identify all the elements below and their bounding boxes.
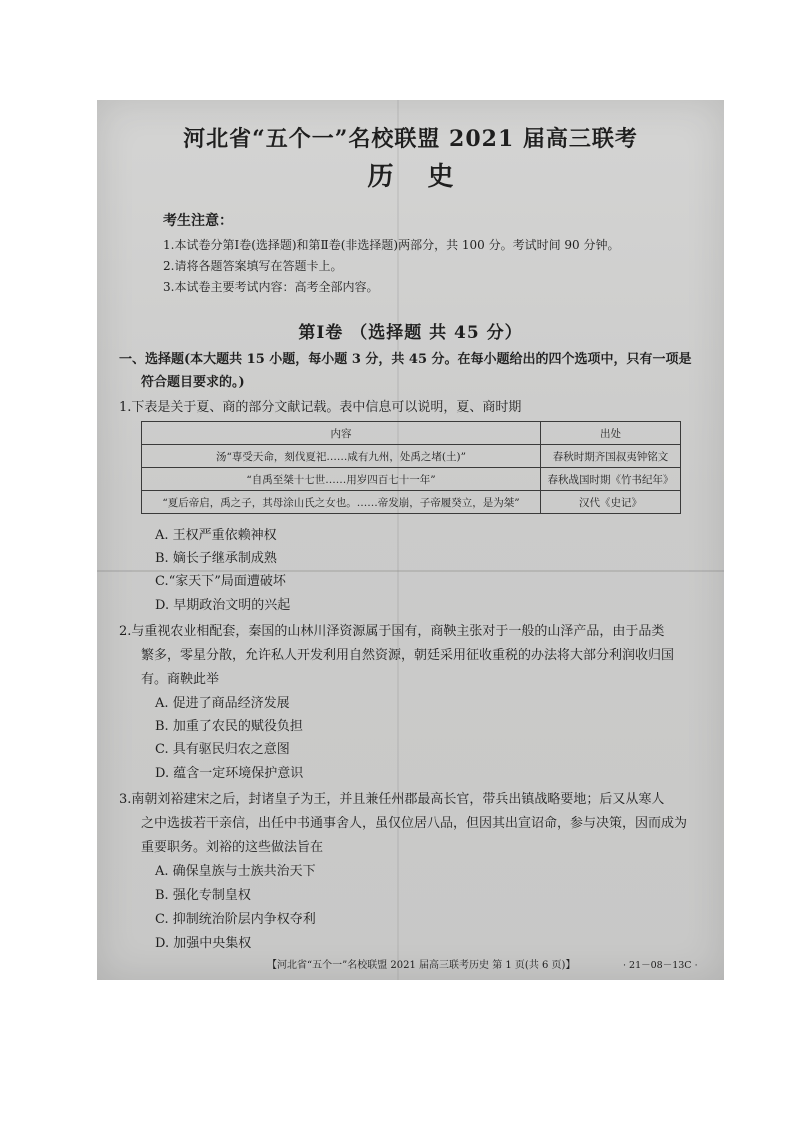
table-cell-source: 春秋战国时期《竹书纪年》 — [541, 468, 681, 491]
question-1-option-c: C.“家天下”局面遭破坏 — [155, 574, 286, 589]
exam-page-photo — [97, 100, 724, 980]
question-2-stem-cont: 繁多，零星分散，允许私人开发利用自然资源，朝廷采用征收重税的办法将大部分利润收归国 — [141, 648, 675, 663]
question-1-option-a: A. 王权严重依赖神权 — [155, 528, 277, 543]
question-2-option-d: D. 蕴含一定环境保护意识 — [155, 766, 304, 781]
notice-item: 3.本试卷主要考试内容：高考全部内容。 — [163, 280, 379, 294]
exam-subject: 历史 — [367, 162, 488, 192]
question-1-stem: 1.下表是关于夏、商的部分文献记载。表中信息可以说明，夏、商时期 — [119, 400, 522, 415]
section-title: 第Ⅰ卷 （选择题 共 45 分） — [298, 323, 523, 343]
table-header-source: 出处 — [541, 422, 681, 445]
notice-heading: 考生注意： — [163, 213, 233, 229]
table-cell-content: “夏后帝启，禹之子，其母涂山氏之女也。……帝发崩，子帝履癸立，是为桀” — [142, 491, 541, 514]
question-1-option-d: D. 早期政治文明的兴起 — [155, 598, 291, 613]
paper-code: · 21－08－13C · — [623, 960, 698, 971]
question-2-option-b: B. 加重了农民的赋役负担 — [155, 719, 303, 734]
question-3-option-c: C. 抑制统治阶层内争权夺利 — [155, 912, 316, 927]
question-3-option-b: B. 强化专制皇权 — [155, 888, 251, 903]
notice-item: 2.请将各题答案填写在答题卡上。 — [163, 259, 343, 273]
table-row — [142, 491, 681, 514]
question-3-stem-cont: 重要职务。刘裕的这些做法旨在 — [141, 840, 324, 855]
notice-item: 1.本试卷分第Ⅰ卷(选择题)和第Ⅱ卷(非选择题)两部分，共 100 分。考试时间 90 分钟。 — [163, 238, 620, 252]
section-instruction-cont: 符合题目要求的。) — [141, 375, 245, 390]
table-cell-content: 汤“専受天命，刻伐夏祀……咸有九州，处禹之堵(土)” — [142, 445, 541, 468]
table-row — [142, 468, 681, 491]
question-3-stem: 3.南朝刘裕建宋之后，封诸皇子为王，并且兼任州郡最高长官，带兵出镇战略要地；后又从寒人 — [119, 792, 665, 807]
question-2-option-a: A. 促进了商品经济发展 — [155, 696, 290, 711]
table-cell-source: 春秋时期齐国叔夷钟铭文 — [541, 445, 681, 468]
section-instruction: 一、选择题(本大题共 15 小题，每小题 3 分，共 45 分。在每小题给出的四个选项中，只有一项是 — [119, 352, 692, 367]
question-3-option-a: A. 确保皇族与士族共治天下 — [155, 864, 316, 879]
table-row — [142, 445, 681, 468]
exam-title: 河北省“五个一”名校联盟 2021 届高三联考 — [183, 126, 638, 152]
question-3-stem-cont: 之中选拔若干亲信，出任中书通事舍人，虽仅位居八品，但因其出宣诏命，参与决策，因而成为 — [141, 816, 688, 831]
question-2-stem: 2.与重视农业相配套，秦国的山林川泽资源属于国有，商鞅主张对于一般的山泽产品，由于品类 — [119, 624, 665, 639]
table-header-row — [142, 422, 681, 445]
table-header-content: 内容 — [142, 422, 541, 445]
question-3-option-d: D. 加强中央集权 — [155, 936, 252, 951]
source-table — [141, 421, 681, 514]
question-2-stem-cont: 有。商鞅此举 — [141, 672, 220, 687]
page-footer: 【河北省“五个一”名校联盟 2021 届高三联考历史 第 1 页(共 6 页)】 — [267, 960, 576, 971]
table-cell-source: 汉代《史记》 — [541, 491, 681, 514]
table-cell-content: “自禹至桀十七世……用岁四百七十一年” — [142, 468, 541, 491]
question-1-option-b: B. 嫡长子继承制成熟 — [155, 551, 277, 566]
question-2-option-c: C. 具有驱民归农之意图 — [155, 742, 290, 757]
